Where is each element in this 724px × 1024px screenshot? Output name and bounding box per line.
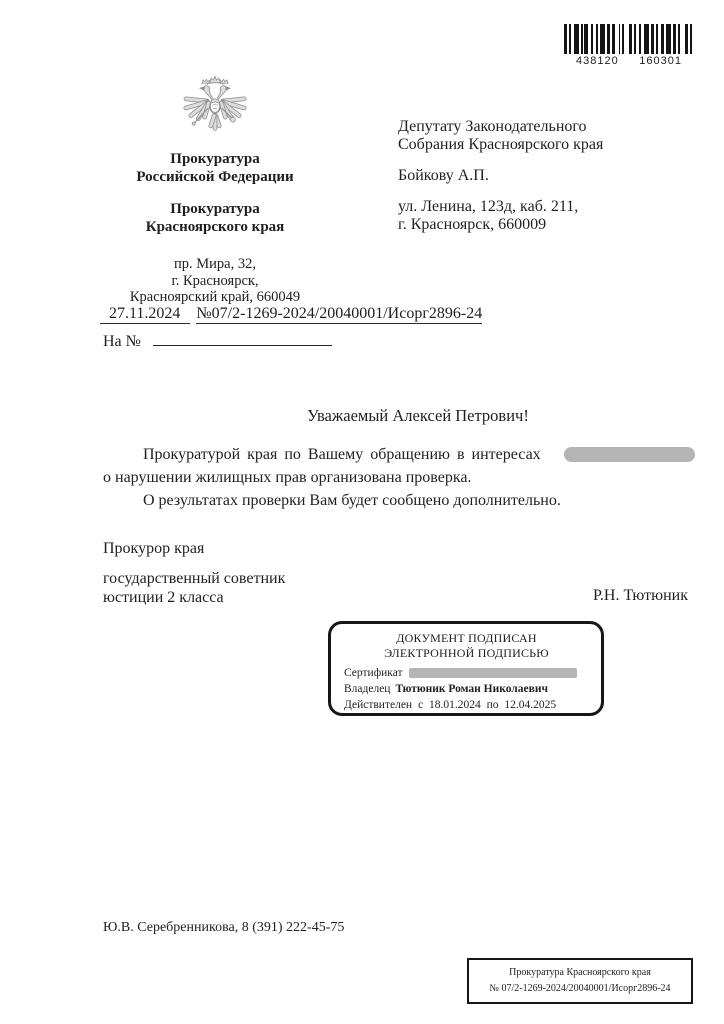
redacted-name <box>564 447 695 462</box>
org-name-federation: Прокуратура Российской Федерации <box>136 151 294 185</box>
org-name-krai: Прокуратура Красноярского края <box>145 201 285 235</box>
registration-number: № 07/2-1269-2024/20040001/Исорг2896-24 <box>489 983 671 994</box>
reply-reference-line: На № <box>103 332 332 351</box>
stamp-validity-row: Действителен с 18.01.2024 по 12.04.2025 <box>344 699 557 711</box>
recipient-name: Бойкову А.П. <box>398 167 489 184</box>
barcode-bars-icon <box>564 24 692 54</box>
barcode-numbers <box>564 55 692 67</box>
recipient-title: Депутату Законодательного Собрания Красноярского края <box>398 118 604 153</box>
stamp-certificate-row: Сертификат <box>344 667 589 679</box>
body-line-1: Прокуратурой края по Вашему обращению в интересах <box>103 443 695 466</box>
document-date: 27.11.2024 <box>100 305 190 324</box>
recipient-address: ул. Ленина, 123д, каб. 211, г. Красноярск, 660009 <box>398 198 579 233</box>
salutation: Уважаемый Алексей Петрович! <box>307 406 529 425</box>
reference-line <box>100 305 482 323</box>
coat-of-arms-eagle-icon <box>178 76 252 144</box>
registration-org: Прокуратура Красноярского края <box>509 967 651 978</box>
recipient-block <box>398 118 638 234</box>
sender-address: пр. Мира, 32, г. Красноярск, Красноярский край, 660049 <box>129 256 301 305</box>
signer-rank: государственный советник юстиции 2 класса <box>103 570 286 606</box>
letterhead <box>95 76 335 306</box>
document-number: №07/2-1269-2024/20040001/Исорг2896-24 <box>196 305 483 322</box>
barcode-number-left: 438120 <box>576 55 619 67</box>
body-line-2: о нарушении жилищных прав организована проверка. <box>103 469 472 486</box>
signer-name: Р.Н. Тютюник <box>592 587 688 604</box>
stamp-title: ДОКУМЕНТ ПОДПИСАН ЭЛЕКТРОННОЙ ПОДПИСЬЮ <box>384 631 549 660</box>
letter-body <box>103 443 695 512</box>
registration-stamp <box>467 958 693 1004</box>
signer-position: Прокурор края <box>103 540 205 557</box>
barcode-number-right: 160301 <box>639 55 682 67</box>
certificate-number-redaction <box>409 668 577 678</box>
electronic-signature-stamp <box>328 621 604 716</box>
body-line-3: О результатах проверки Вам будет сообщено дополнительно. <box>143 492 561 509</box>
executor-contact: Ю.В. Серебренникова, 8 (391) 222-45-75 <box>103 920 345 935</box>
barcode <box>564 24 692 67</box>
stamp-owner-row: Владелец Тютюник Роман Николаевич <box>344 683 548 695</box>
reply-number-blank <box>153 332 332 346</box>
